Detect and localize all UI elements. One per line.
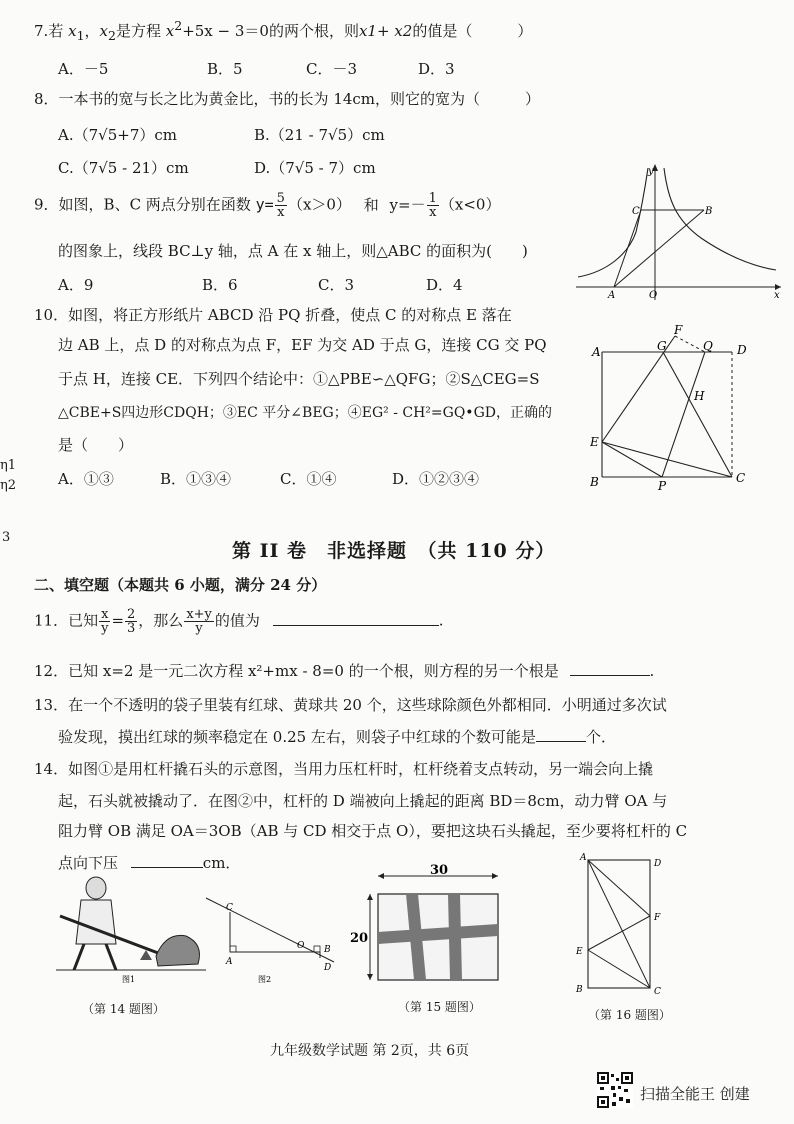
arrow-up — [367, 894, 373, 900]
q9-func1-fraction — [275, 192, 287, 219]
q7-text: 的值是（ ） — [412, 22, 533, 40]
q8-option-c: C.（7√5 - 21）cm — [58, 159, 189, 177]
q7-text: ， — [84, 22, 100, 40]
q9-func1-den: x — [277, 205, 285, 220]
question-10-line1: 10．如图，将正方形纸片 ABCD 沿 PQ 折叠，使点 C 的对称点 E 落在 — [34, 306, 512, 324]
label-c: C — [654, 987, 661, 997]
right-angle-a — [230, 946, 236, 952]
q11-text: 11．已知 — [34, 611, 99, 630]
q10-option-b: B．①③④ — [160, 470, 232, 488]
q7-text: 若 — [48, 22, 64, 40]
q8-option-b: B.（21 - 7√5）cm — [254, 126, 385, 144]
segment-af — [588, 860, 650, 916]
q11-frac-xy — [99, 608, 110, 635]
q9-func2-fraction — [427, 192, 439, 219]
question-10-line4: △CBE+S四边形CDQH；③EC 平分∠BEG；④EG² - CH²=GQ•GD，正确的 — [58, 405, 552, 421]
width-label: 30 — [430, 864, 449, 878]
label-c: C — [736, 471, 746, 485]
q7-text: 的两个根，则 — [268, 22, 359, 40]
margin-mark: 3 — [2, 530, 11, 545]
label-a: A — [580, 853, 587, 863]
q8-option-a: A.（7√5+7）cm — [58, 126, 177, 144]
question-14-line4 — [58, 852, 240, 873]
label-a: A — [608, 290, 616, 300]
q9-func2-num: 1 — [428, 191, 437, 206]
q11-den: y — [195, 621, 203, 636]
watermark-text: 扫描全能王 创建 — [640, 1085, 750, 1103]
q9-text: 9．如图，B、C 两点分别在函数 — [34, 195, 251, 214]
height-label: 20 — [350, 931, 369, 946]
margin-mark: η1 — [0, 458, 17, 473]
q9-func1-cond: （x＞0） — [287, 195, 351, 214]
question-10-line5: 是（ ） — [58, 436, 134, 454]
q11-frac-23 — [125, 608, 137, 635]
label-b: B — [590, 475, 599, 489]
q7-sup: 2 — [174, 18, 183, 33]
question-14-line3: 阻力臂 OB 满足 OA＝3OB（AB 与 CD 相交于点 O），要把这块石头撬起，至少要将杠杆的 C — [58, 822, 688, 840]
q11-num: x+y — [186, 607, 212, 622]
page-footer: 九年级数学试题 第 2页，共 6页 — [270, 1043, 470, 1059]
label-h: H — [694, 389, 705, 403]
q7-number: 7. — [34, 22, 49, 40]
margin-mark: η2 — [0, 478, 17, 493]
q9-func2-cond: （x<0） — [439, 195, 501, 214]
q7-option-c: C．－3 — [306, 60, 358, 78]
q14-figure-2 — [200, 894, 340, 984]
question-7 — [34, 18, 532, 43]
segment-pq — [662, 352, 705, 477]
q9-func1-num: 5 — [276, 191, 285, 206]
label-x: x — [774, 290, 780, 300]
arrow-down — [367, 974, 373, 980]
segment-ec — [602, 442, 732, 477]
fig2-label: 图2 — [258, 975, 272, 984]
q13-text: 验发现，摸出红球的频率稳定在 0.25 左右，则袋子中红球的个数可能是 — [58, 728, 536, 746]
q7-text: 是方程 — [115, 22, 161, 40]
label-p: P — [658, 479, 667, 492]
question-11: 11．已知 $\frac{x}{y}$ = $\frac{2}{3}$ ，那么 $\frac{x+y}{y}$ 的值为 . — [34, 607, 444, 636]
q11-answer-blank[interactable] — [273, 611, 439, 626]
q16-figure — [572, 850, 672, 1000]
q11-den: y — [101, 621, 109, 636]
q13-answer-blank[interactable] — [536, 727, 586, 742]
q10-figure — [590, 322, 760, 492]
question-14-line1: 14．如图①是用杠杆撬石头的示意图，当用力压杠杆时，杠杆绕着支点转动，另一端会向上撬 — [34, 760, 654, 778]
q9-func2-den: x — [429, 205, 437, 220]
label-b: B — [576, 985, 583, 995]
label-e: E — [590, 435, 599, 449]
segment-ef — [588, 916, 650, 950]
q12-answer-blank[interactable] — [570, 661, 650, 676]
label-o: O — [297, 941, 305, 951]
q14-answer-blank[interactable] — [131, 853, 203, 868]
q9-func2-y: y= — [389, 195, 411, 214]
hyperbola-right — [664, 168, 776, 270]
q9-option-d: D．4 — [426, 276, 463, 294]
q11-num: 2 — [127, 607, 136, 622]
q7-option-a: A．－5 — [58, 60, 109, 78]
q11-num: x — [101, 607, 109, 622]
q9-graph — [576, 160, 786, 300]
person-head — [86, 877, 106, 899]
q7-var: x — [99, 22, 109, 40]
label-f: F — [674, 323, 683, 337]
segment-fq — [675, 336, 705, 352]
q12-text: 12．已知 x=2 是一元二次方程 x²+mx - 8=0 的一个根，则方程的另一个根是 — [34, 662, 559, 680]
q10-option-c: C．①④ — [280, 470, 337, 488]
arrow-right — [492, 873, 498, 879]
q7-text: +5x − 3＝0 — [182, 22, 269, 40]
q11-text: 的值为 — [214, 611, 260, 630]
q14-text: 点向下压 — [58, 854, 119, 872]
question-9-line2: 的图象上，线段 BC⊥y 轴，点 A 在 x 轴上，则△ABC 的面积为( ) — [58, 242, 528, 260]
label-b: B — [705, 206, 713, 217]
label-o: O — [649, 290, 658, 300]
segment-ep — [602, 442, 662, 477]
q10-option-a: A．①③ — [58, 470, 114, 488]
question-13-line2 — [58, 726, 616, 747]
q7-var: x — [68, 22, 77, 40]
question-8: 8．一本书的宽与长之比为黄金比，书的长为 14cm，则它的宽为（ ） — [34, 90, 541, 108]
q11-den: 3 — [127, 621, 136, 636]
q7-expr: x1+ x2 — [358, 22, 413, 40]
person-leg — [74, 944, 84, 970]
label-g: G — [657, 339, 667, 353]
label-a: A — [592, 345, 601, 359]
question-14-line2: 起，石头就被撬动了．在图②中，杠杆的 D 端被向上撬起的距离 BD＝8cm，动力臂 OA 与 — [58, 792, 668, 810]
q9-option-c: C．3 — [318, 276, 355, 294]
segment-gc — [663, 352, 732, 477]
q9-option-a: A．9 — [58, 276, 94, 294]
label-e: E — [576, 947, 583, 957]
label-f: F — [654, 913, 661, 923]
q7-sub: 2 — [108, 28, 116, 43]
question-9-line1: 9．如图，B、C 两点分别在函数 y= $\frac{5}{x}$ （x＞0） 和 y=－ $\frac{1}{x}$ （x<0） — [34, 191, 501, 220]
label-d: D — [654, 859, 662, 869]
label-d: D — [324, 963, 332, 973]
label-y: y — [648, 166, 654, 177]
question-10-line2: 边 AB 上，点 D 的对称点为点 F，EF 为交 AD 于点 G，连接 CG 交 PQ — [58, 336, 547, 354]
arrow-left — [378, 873, 384, 879]
question-12: 12．已知 x=2 是一元二次方程 x²+mx - 8=0 的一个根，则方程的另一个根是 . — [34, 662, 655, 680]
q14-caption: （第 14 题图） — [82, 1002, 165, 1016]
q9-text: 和 — [363, 195, 379, 214]
person-leg — [106, 944, 116, 970]
q7-sub: 1 — [76, 28, 85, 43]
q7-option-d: D．3 — [418, 60, 455, 78]
q8-option-d: D.（7√5 - 7）cm — [254, 159, 376, 177]
question-10-line3: 于点 H，连接 CE．下列四个结论中：①△PBE∽△QFG；②S△CEG=S — [58, 370, 540, 388]
person-body — [76, 900, 116, 944]
q15-caption: （第 15 题图） — [398, 1000, 481, 1014]
label-a: A — [226, 957, 233, 967]
q14-text: cm． — [202, 854, 241, 872]
label-q: Q — [703, 339, 713, 353]
q9-option-b: B．6 — [202, 276, 238, 294]
q11-text: = — [111, 611, 125, 630]
q11-frac-sum — [184, 608, 214, 635]
label-c: C — [226, 903, 233, 913]
qr-code-icon — [597, 1072, 633, 1108]
q7-var: x — [165, 22, 175, 40]
q13-text: 个． — [585, 728, 616, 746]
q10-option-d: D．①②③④ — [392, 470, 480, 488]
q14-figure-1 — [56, 874, 206, 984]
label-b: B — [324, 945, 331, 955]
q9-func1-y: y= — [255, 195, 274, 214]
hyperbola-left — [578, 168, 648, 277]
section-title: 第 II 卷 非选择题 （共 110 分） — [232, 540, 556, 562]
rock — [156, 935, 200, 966]
fig1-label: 图1 — [122, 975, 136, 984]
label-d: D — [737, 343, 747, 357]
q11-text: ，那么 — [138, 611, 184, 630]
label-c: C — [632, 206, 640, 217]
q16-caption: （第 16 题图） — [588, 1008, 671, 1022]
question-13-line1: 13．在一个不透明的袋子里装有红球、黄球共 20 个，这些球除颜色外都相同．小明通过多次试 — [34, 696, 667, 714]
q15-figure — [348, 864, 508, 992]
section-subtitle: 二、填空题（本题共 6 小题，满分 24 分） — [34, 576, 327, 594]
right-angle-b — [314, 946, 320, 952]
q7-option-b: B．5 — [207, 60, 243, 78]
